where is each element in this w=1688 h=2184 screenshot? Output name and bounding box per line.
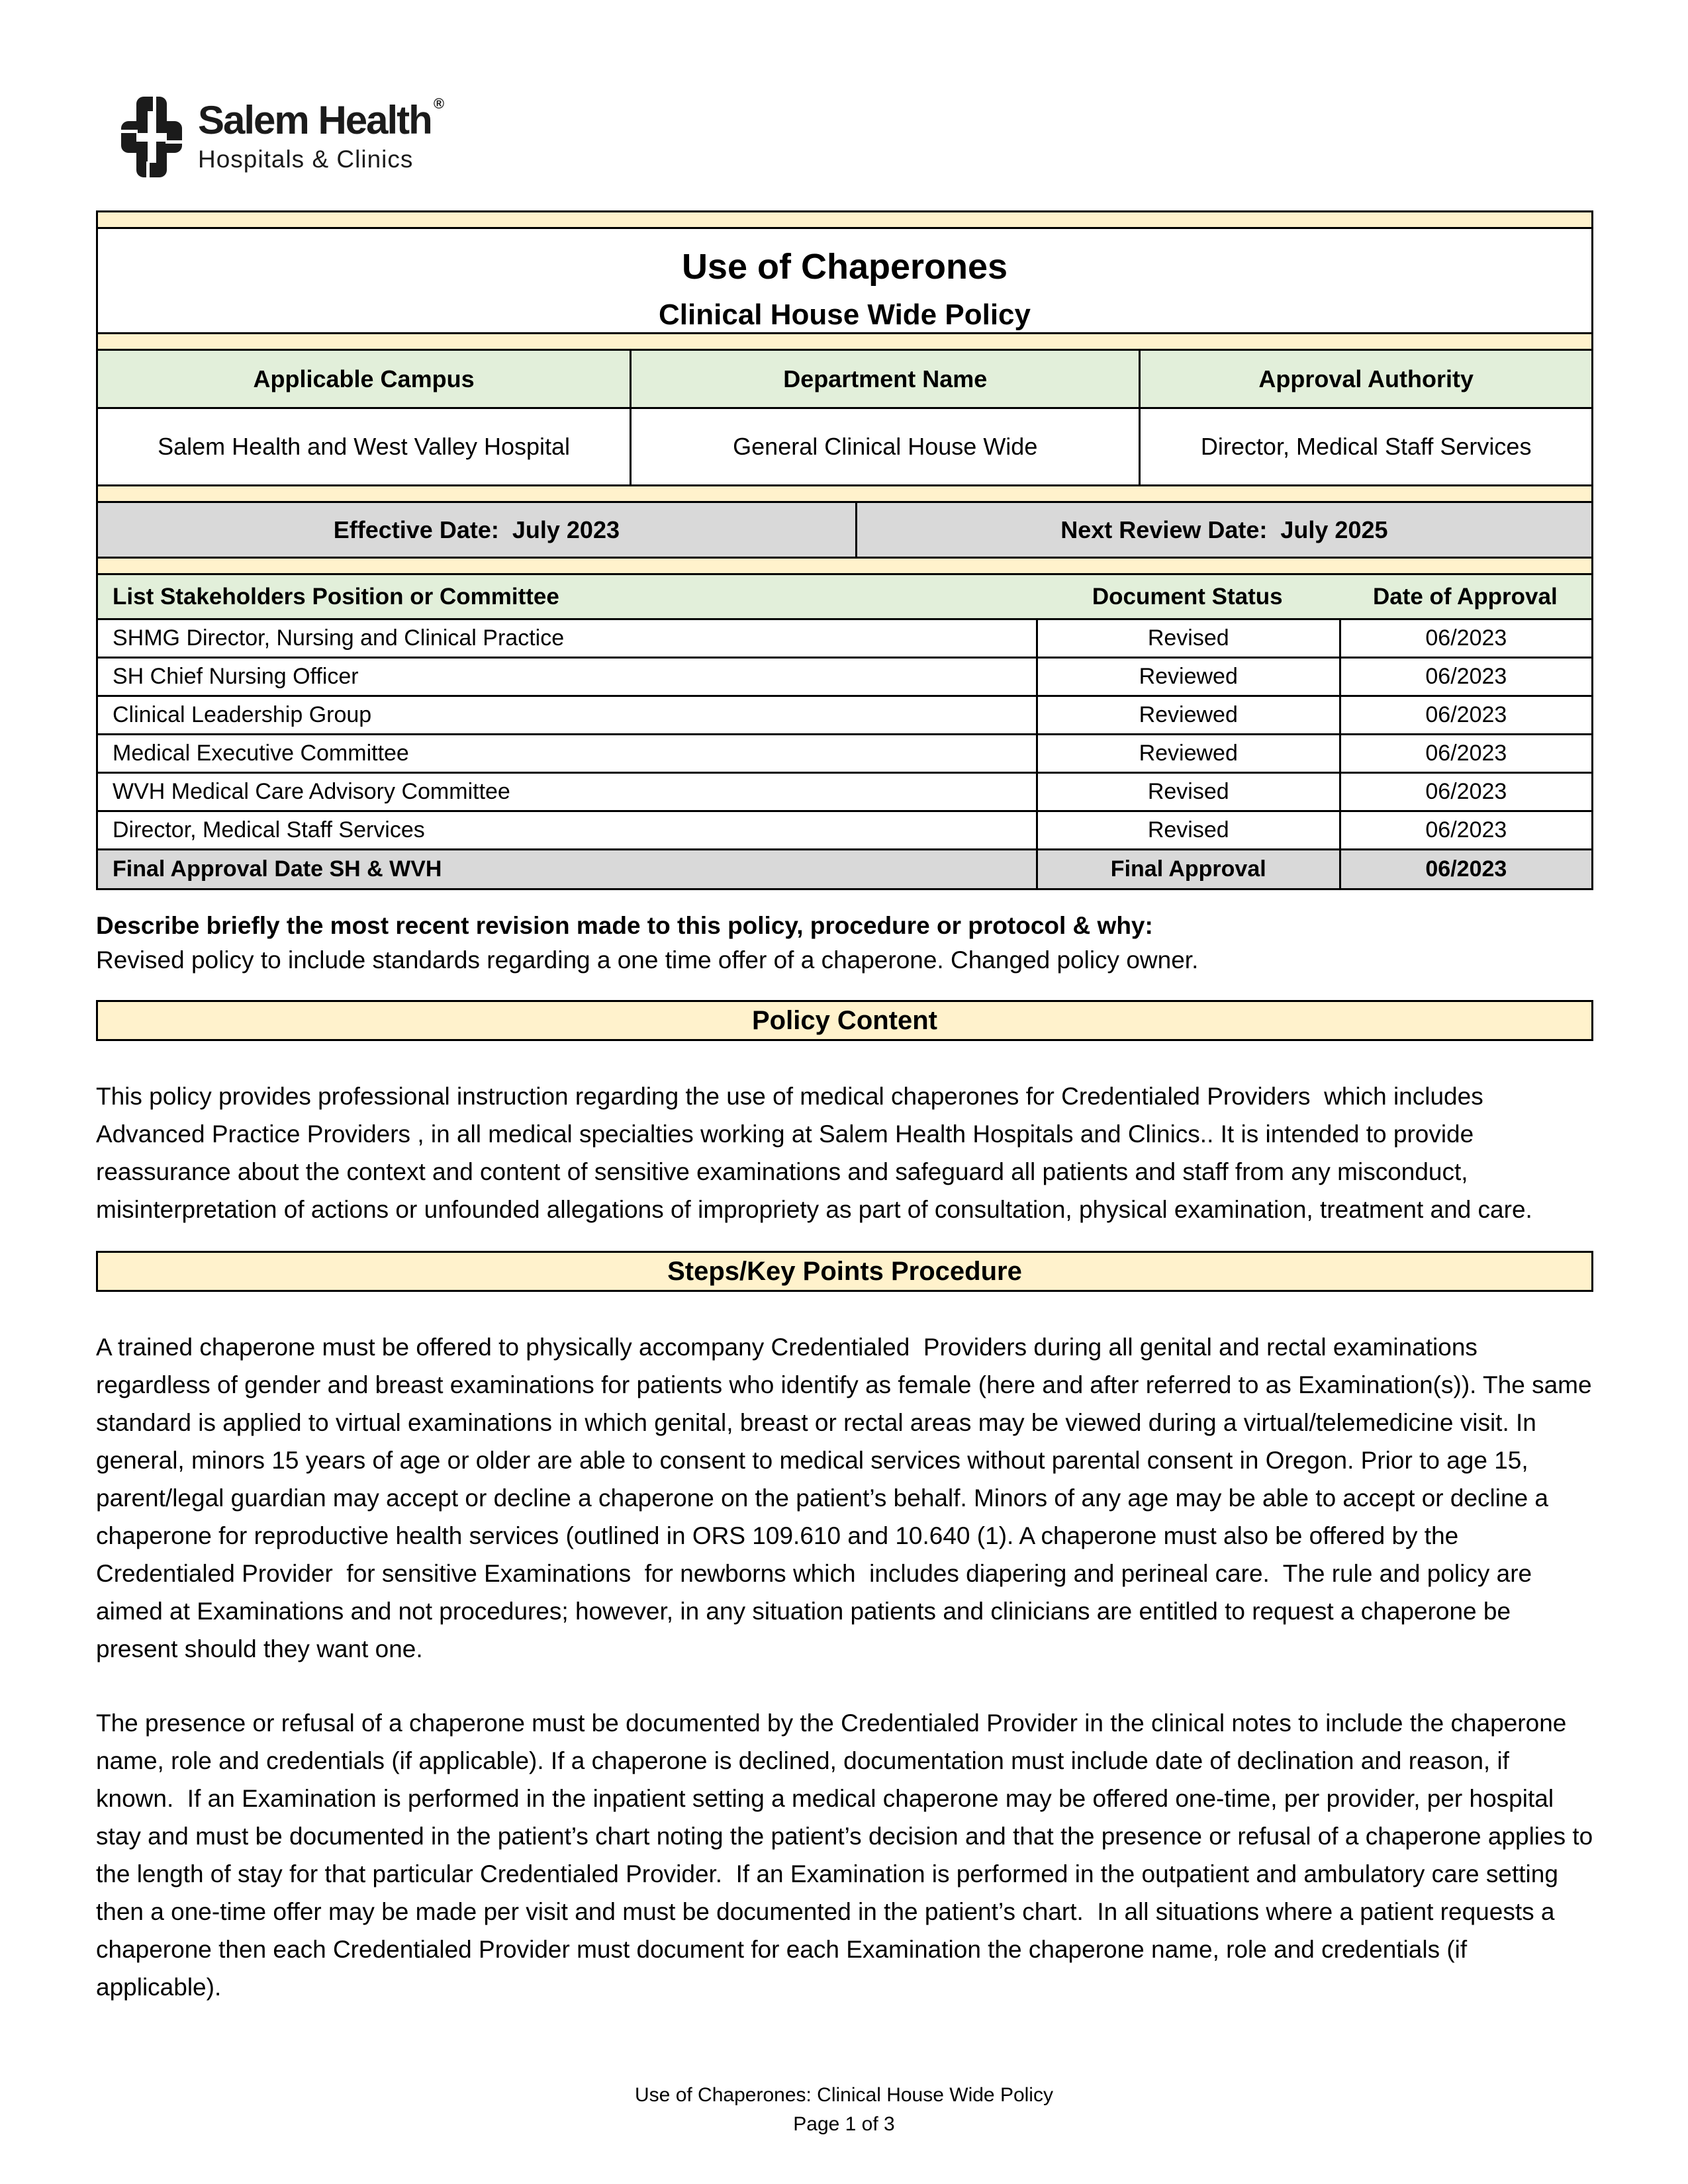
spacer-band	[96, 210, 1593, 229]
info-table-value-row	[98, 409, 1591, 484]
logo-brand	[198, 95, 444, 142]
document-status: Revised	[1036, 774, 1339, 810]
info-table	[96, 349, 1593, 486]
revision-note	[96, 909, 1593, 978]
approval-authority-value: Director, Medical Staff Services	[1139, 409, 1591, 484]
policy-content-paragraph: This policy provides professional instruction regarding the use of medical chaperones for Credentialed Providers which includes Advanced Practice Providers , in all medical specialties working at Salem Health Hospitals and Clinics.. It is intended to provide reassurance about the context and content of sensitive examinations and safeguard all patients and staff from any misconduct, misinterpretation of actions or unfounded allegations of impropriety as part of consultation, physical examination, treatment and care.	[96, 1083, 1532, 1223]
footer-page-number: Page 1 of 3	[793, 2113, 895, 2135]
revision-note-text: Revised policy to include standards regarding a one time offer of a chaperone. Changed policy owner.	[96, 946, 1199, 974]
column-header: Department Name	[630, 351, 1139, 407]
next-review-date-value: July 2025	[1280, 516, 1388, 543]
page-subtitle: Clinical House Wide Policy	[659, 298, 1031, 331]
stakeholder-name: SHMG Director, Nursing and Clinical Practice	[113, 625, 565, 651]
info-table-header-row	[98, 351, 1591, 409]
document-body	[96, 210, 1600, 2006]
steps-key-points-banner: Steps/Key Points Procedure	[96, 1251, 1593, 1292]
registered-trademark-icon: ®	[433, 95, 444, 112]
effective-date-label: Effective Date:	[333, 516, 499, 543]
footer-document-title: Use of Chaperones: Clinical House Wide Policy	[635, 2084, 1053, 2106]
effective-date-value: July 2023	[512, 516, 620, 543]
document-status: Reviewed	[1036, 735, 1339, 772]
table-row	[98, 810, 1591, 848]
document-status: Reviewed	[1036, 659, 1339, 695]
approval-date: 06/2023	[1339, 812, 1591, 848]
revision-note-label: Describe briefly the most recent revision made to this policy, procedure or protocol & why:	[96, 912, 1153, 939]
stakeholder-name: SH Chief Nursing Officer	[113, 664, 359, 689]
stakeholders-table	[96, 573, 1593, 890]
table-row	[98, 772, 1591, 810]
final-approval-row	[98, 848, 1591, 888]
logo-tagline: Hospitals & Clinics	[198, 146, 414, 173]
page-title: Use of Chaperones	[681, 247, 1008, 287]
title-block	[96, 227, 1593, 334]
column-header: Document Status	[1092, 583, 1283, 610]
table-row	[98, 695, 1591, 733]
approval-date: 06/2023	[1339, 620, 1591, 657]
spacer-band	[96, 557, 1593, 575]
table-row	[98, 618, 1591, 657]
salem-health-cross-icon	[121, 97, 182, 177]
stakeholder-name: Director, Medical Staff Services	[113, 817, 425, 842]
logo-brand-text: Salem Health	[198, 98, 432, 142]
approval-date: 06/2023	[1339, 697, 1591, 733]
page-footer	[0, 2081, 1688, 2139]
column-header: Applicable Campus	[253, 365, 475, 392]
final-approval-date: 06/2023	[1339, 850, 1591, 888]
approval-date: 06/2023	[1339, 659, 1591, 695]
spacer-band	[96, 332, 1593, 351]
stakeholders-header-row	[98, 575, 1591, 618]
dates-row	[96, 501, 1593, 559]
department-name-value: General Clinical House Wide	[630, 409, 1139, 484]
column-header: Date of Approval	[1372, 583, 1558, 610]
column-header: Approval Authority	[1139, 351, 1591, 407]
stakeholder-name: Medical Executive Committee	[113, 741, 409, 766]
steps-paragraph-2: The presence or refusal of a chaperone must be documented by the Credentialed Provider in the clinical notes to include the chaperone name, role and credentials (if applicable). If a chaperone is declined, documentation must include date of declination and reason, if known. If an Examination is performed in the inpatient setting a medical chaperone may be offered one-time, per provider, per hospital stay and must be documented in the patient’s chart noting the patient’s decision and that the presence or refusal of a chaperone applies to the length of stay for that particular Credentialed Provider. If an Examination is performed in the outpatient and ambulatory care setting then a one-time offer may be made per visit and must be documented in the patient’s chart. In all situations where a patient requests a chaperone then each Credentialed Provider must document for each Examination the chaperone name, role and credentials (if applicable).	[96, 1709, 1600, 2001]
table-row	[98, 657, 1591, 695]
logo-text	[198, 95, 444, 173]
document-status: Revised	[1036, 812, 1339, 848]
column-header: List Stakeholders Position or Committee	[113, 583, 559, 610]
approval-date: 06/2023	[1339, 774, 1591, 810]
stakeholder-name: WVH Medical Care Advisory Committee	[113, 779, 510, 804]
document-status: Reviewed	[1036, 697, 1339, 733]
policy-content-banner: Policy Content	[96, 1000, 1593, 1041]
next-review-date-label: Next Review Date:	[1060, 516, 1268, 543]
table-row	[98, 733, 1591, 772]
final-approval-label: Final Approval Date SH & WVH	[113, 856, 442, 882]
stakeholder-name: Clinical Leadership Group	[113, 702, 372, 727]
document-status: Revised	[1036, 620, 1339, 657]
applicable-campus-value: Salem Health and West Valley Hospital	[158, 433, 571, 460]
next-review-date	[855, 503, 1591, 557]
final-approval-status: Final Approval	[1036, 850, 1339, 888]
approval-date: 06/2023	[1339, 735, 1591, 772]
steps-paragraph-1: A trained chaperone must be offered to physically accompany Credentialed Providers during all genital and rectal examinations regardless of gender and breast examinations for patients who identify as female (here and after referred to as Examination(s)). The same standard is applied to virtual examinations in which genital, breast or rectal areas may be viewed during a virtual/telemedicine visit. In general, minors 15 years of age or older are able to consent to medical services without parental consent in Oregon. Prior to age 15, parent/legal guardian may accept or decline a chaperone on the patient’s behalf. Minors of any age may be able to accept or decline a chaperone for reproductive health services (outlined in ORS 109.610 and 10.640 (1). A chaperone must also be offered by the Credentialed Provider for sensitive Examinations for newborns which includes diapering and perineal care. The rule and policy are aimed at Examinations and not procedures; however, in any situation patients and clinicians are entitled to request a chaperone be present should they want one.	[96, 1334, 1599, 1662]
effective-date	[98, 503, 855, 557]
spacer-band	[96, 484, 1593, 503]
logo	[121, 97, 443, 177]
